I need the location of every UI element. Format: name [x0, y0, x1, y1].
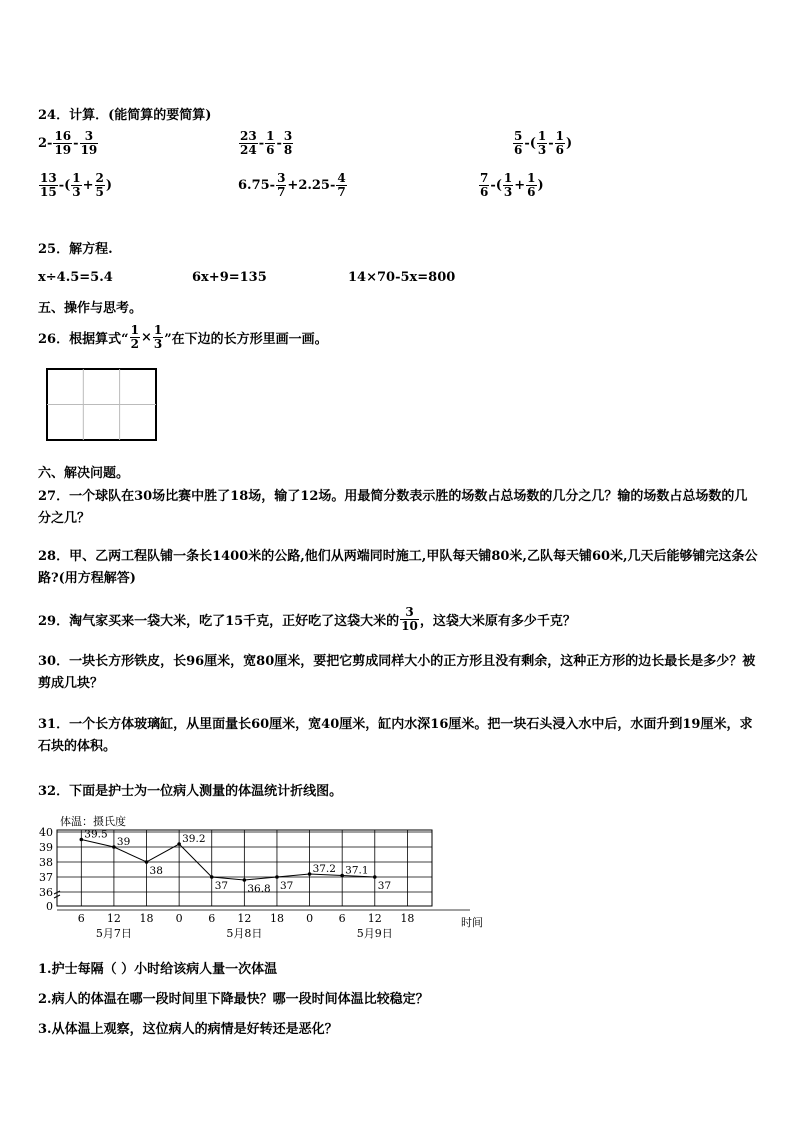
y-tick-label: 39	[39, 841, 53, 854]
data-point	[80, 838, 84, 842]
fraction: $\frac{5}{6}$	[514, 129, 523, 157]
y-tick-label: 36	[39, 886, 53, 899]
data-point	[275, 875, 279, 879]
fraction: $\frac{3}{8}$	[283, 129, 293, 157]
q28-text: 28．甲、乙两工程队铺一条长1400米的公路,他们从两端同时施工,甲队每天铺80米,乙队每天铺60米,几天后能够铺完这条公路?(用方程解答)	[38, 549, 758, 586]
fraction: $\frac{1}{3}$	[537, 129, 547, 157]
q25-eq2: 6x+9=135	[192, 270, 267, 285]
x-tick-label: 0	[306, 912, 314, 925]
day-label: 5月7日	[95, 927, 132, 940]
q26-pre: 26．根据算式“	[38, 331, 129, 347]
fraction: $\frac{3}{19}$	[80, 129, 98, 157]
expr-op: )	[566, 135, 573, 151]
x-tick-label: 18	[269, 912, 284, 925]
data-label: 37	[279, 880, 294, 892]
fraction: $\frac{1}{6}$	[527, 171, 536, 199]
q26-post: ”在下边的长方形里画一画。	[164, 331, 328, 347]
q24-title: 24．计算．(能简算的要简算)	[38, 108, 212, 123]
data-point	[308, 872, 312, 876]
fraction: $\frac{7}{6}$	[480, 171, 489, 199]
data-label: 36.8	[247, 883, 271, 895]
fraction: $\frac{16}{19}$	[54, 129, 72, 157]
y-tick-label: 40	[39, 826, 53, 839]
expr-text: 2-	[38, 135, 53, 151]
x-tick-label: 12	[237, 912, 252, 925]
q24-expr-3	[512, 130, 572, 156]
q25-title: 25．解方程.	[38, 242, 113, 257]
data-label: 39.5	[84, 828, 108, 841]
q31-text: 31．一个长方体玻璃缸，从里面量长60厘米，宽40厘米，缸内水深16厘米。把一块石头浸入水中后，水面升到19厘米，求石块的体积。	[38, 717, 753, 754]
q24-expr-4	[38, 172, 112, 198]
data-point	[373, 875, 377, 879]
fraction: $\frac{1}{3}$	[503, 171, 513, 199]
data-label: 38	[149, 865, 163, 877]
expr-op: -	[73, 135, 79, 151]
q24-expr-6	[478, 172, 544, 198]
q24-expr-2	[238, 130, 294, 156]
expr-op: )	[537, 177, 544, 193]
y-tick-label: 0	[46, 900, 53, 913]
section-6-heading: 六、解决问题。	[38, 466, 130, 481]
drawing-rectangle[interactable]	[46, 368, 158, 442]
expr-text: 6.75-	[238, 177, 276, 193]
expr-op: -(	[490, 177, 502, 193]
fraction: $\frac{3}{10}$	[401, 605, 418, 633]
expr-op: -(	[58, 177, 71, 193]
y-tick-label: 37	[39, 871, 53, 884]
data-point	[243, 878, 247, 882]
q32-text: 32．下面是护士为一位病人测量的体温统计折线图。	[38, 784, 343, 799]
q27-text: 27．一个球队在30场比赛中胜了18场，输了12场。用最简分数表示胜的场数占总场数的几分之几？输的场数占总场数的几分之几？	[38, 489, 748, 526]
data-label: 39	[116, 836, 131, 848]
q30-text: 30．一块长方形铁皮，长96厘米，宽80厘米，要把它剪成同样大小的正方形且没有剩余，这种正方形的边长最长是多少？被剪成几块？	[38, 654, 756, 691]
q32-sub2: 2.病人的体温在哪一段时间里下降最快？哪一段时间体温比较稳定？	[38, 992, 429, 1007]
data-label: 37.1	[345, 864, 369, 877]
expr-op: -	[548, 135, 554, 151]
fraction: $\frac{1}{6}$	[266, 129, 275, 157]
x-tick-label: 0	[175, 912, 183, 925]
chart-title: 体温：摄氏度	[60, 815, 126, 828]
fraction: $\frac{13}{15}$	[40, 171, 57, 199]
fraction: $\frac{1}{3}$	[72, 171, 81, 199]
q29-pre: 29．淘气家买来一袋大米，吃了15千克，正好吃了这袋大米的	[38, 613, 400, 629]
expr-op: +	[514, 177, 526, 193]
day-label: 5月9日	[356, 927, 393, 940]
x-tick-label: 6	[208, 912, 216, 925]
expr-op: )	[105, 177, 113, 193]
x-tick-label: 6	[77, 912, 85, 925]
expr-op: -	[276, 135, 282, 151]
data-label: 39.2	[182, 833, 206, 845]
fraction: $\frac{1}{3}$	[153, 323, 163, 351]
data-point	[340, 874, 344, 878]
x-tick-label: 12	[106, 912, 121, 925]
x-tick-label: 18	[139, 912, 154, 925]
q24-expr-1	[38, 130, 99, 156]
data-point	[177, 842, 181, 846]
data-point	[145, 860, 149, 864]
x-axis-label: 时间	[461, 916, 483, 929]
q26-text	[38, 324, 328, 350]
fraction: $\frac{4}{7}$	[337, 171, 346, 199]
q32-sub1: 1.护士每隔（ ）小时给该病人量一次体温	[38, 962, 278, 977]
section-5-heading: 五、操作与思考。	[38, 301, 143, 316]
times-sign: ×	[140, 329, 152, 345]
x-tick-label: 18	[400, 912, 415, 925]
data-point	[210, 875, 214, 879]
expr-text: +2.25-	[287, 177, 336, 193]
expr-op: +	[82, 177, 94, 193]
day-label: 5月8日	[226, 927, 263, 940]
fraction: $\frac{3}{7}$	[277, 171, 286, 199]
x-tick-label: 6	[338, 912, 346, 925]
fraction: $\frac{2}{5}$	[95, 171, 104, 199]
x-tick-label: 12	[367, 912, 382, 925]
data-point	[112, 845, 116, 849]
data-label: 37	[377, 880, 392, 892]
q29-text	[38, 606, 576, 632]
fraction: $\frac{1}{2}$	[130, 323, 139, 351]
fraction: $\frac{23}{24}$	[240, 129, 257, 157]
y-tick-label: 38	[39, 856, 53, 869]
temperature-line-chart	[30, 808, 483, 944]
q25-eq1: x÷4.5=5.4	[38, 270, 113, 285]
data-label: 37.2	[312, 863, 336, 875]
q25-eq3: 14×70-5x=800	[348, 270, 456, 285]
data-label: 37	[214, 880, 229, 892]
q32-sub3: 3.从体温上观察，这位病人的病情是好转还是恶化？	[38, 1022, 338, 1037]
q29-post: ，这袋大米原有多少千克？	[419, 613, 576, 629]
expr-op: -(	[524, 135, 536, 151]
q24-expr-5	[238, 172, 348, 198]
fraction: $\frac{1}{6}$	[555, 129, 565, 157]
expr-op: -	[258, 135, 265, 151]
